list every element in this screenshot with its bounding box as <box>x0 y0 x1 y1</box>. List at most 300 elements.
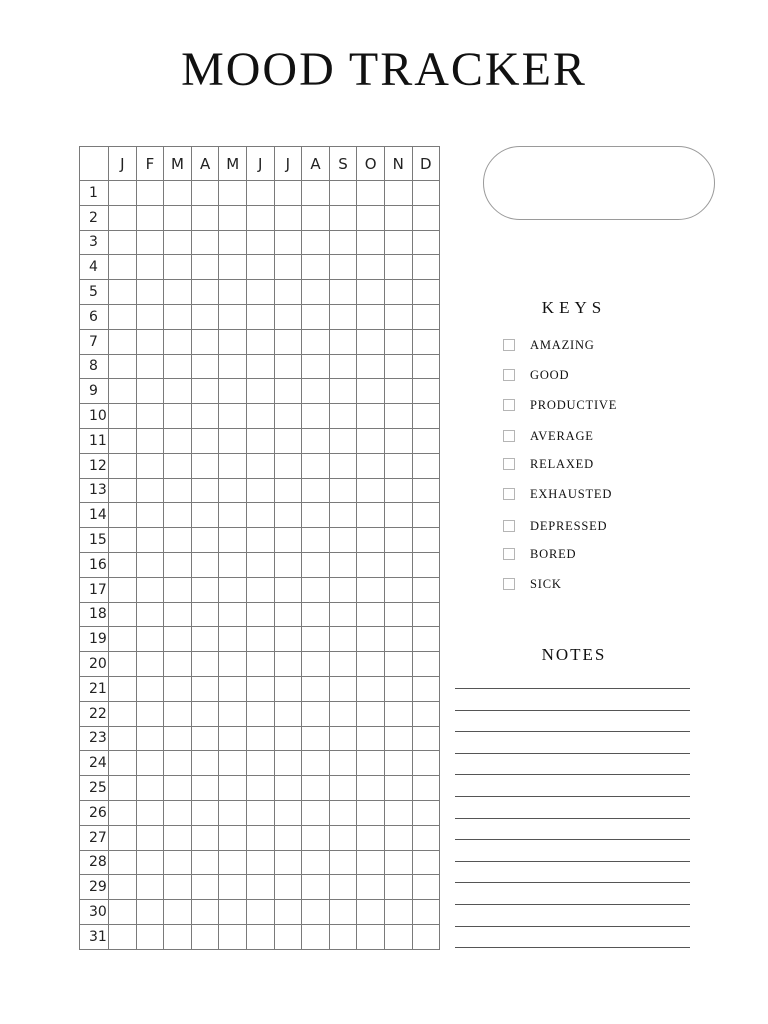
mood-cell[interactable] <box>384 751 412 776</box>
mood-cell[interactable] <box>191 329 219 354</box>
mood-cell[interactable] <box>219 181 247 206</box>
mood-cell[interactable] <box>302 676 330 701</box>
title-input-pill[interactable] <box>483 146 715 220</box>
mood-cell[interactable] <box>246 825 274 850</box>
mood-cell[interactable] <box>219 453 247 478</box>
mood-cell[interactable] <box>109 404 137 429</box>
mood-cell[interactable] <box>136 503 164 528</box>
mood-cell[interactable] <box>329 800 357 825</box>
mood-cell[interactable] <box>412 627 440 652</box>
mood-cell[interactable] <box>136 552 164 577</box>
mood-cell[interactable] <box>109 627 137 652</box>
mood-cell[interactable] <box>302 329 330 354</box>
key-checkbox[interactable] <box>503 488 515 500</box>
mood-cell[interactable] <box>384 924 412 949</box>
mood-cell[interactable] <box>219 478 247 503</box>
mood-cell[interactable] <box>329 181 357 206</box>
mood-cell[interactable] <box>329 404 357 429</box>
mood-cell[interactable] <box>274 329 302 354</box>
mood-cell[interactable] <box>246 255 274 280</box>
mood-cell[interactable] <box>329 453 357 478</box>
mood-cell[interactable] <box>191 205 219 230</box>
mood-cell[interactable] <box>412 652 440 677</box>
key-checkbox[interactable] <box>503 369 515 381</box>
mood-cell[interactable] <box>357 255 385 280</box>
mood-cell[interactable] <box>412 825 440 850</box>
mood-cell[interactable] <box>274 304 302 329</box>
mood-cell[interactable] <box>136 453 164 478</box>
mood-cell[interactable] <box>164 602 192 627</box>
mood-cell[interactable] <box>274 230 302 255</box>
mood-cell[interactable] <box>136 751 164 776</box>
mood-cell[interactable] <box>357 577 385 602</box>
mood-cell[interactable] <box>191 304 219 329</box>
mood-cell[interactable] <box>357 602 385 627</box>
mood-cell[interactable] <box>219 379 247 404</box>
note-line[interactable] <box>455 947 690 948</box>
mood-cell[interactable] <box>246 379 274 404</box>
mood-cell[interactable] <box>329 528 357 553</box>
mood-cell[interactable] <box>274 503 302 528</box>
note-line[interactable] <box>455 688 690 689</box>
mood-cell[interactable] <box>412 404 440 429</box>
mood-cell[interactable] <box>109 552 137 577</box>
mood-cell[interactable] <box>412 552 440 577</box>
mood-cell[interactable] <box>329 924 357 949</box>
note-line[interactable] <box>455 861 690 862</box>
mood-cell[interactable] <box>384 453 412 478</box>
mood-cell[interactable] <box>164 181 192 206</box>
mood-cell[interactable] <box>357 478 385 503</box>
mood-cell[interactable] <box>164 726 192 751</box>
mood-cell[interactable] <box>384 701 412 726</box>
mood-cell[interactable] <box>219 528 247 553</box>
mood-cell[interactable] <box>191 181 219 206</box>
mood-cell[interactable] <box>164 676 192 701</box>
mood-cell[interactable] <box>219 280 247 305</box>
mood-cell[interactable] <box>357 850 385 875</box>
mood-cell[interactable] <box>329 652 357 677</box>
mood-cell[interactable] <box>109 652 137 677</box>
mood-cell[interactable] <box>357 875 385 900</box>
mood-cell[interactable] <box>246 800 274 825</box>
mood-cell[interactable] <box>219 577 247 602</box>
mood-cell[interactable] <box>164 404 192 429</box>
mood-cell[interactable] <box>219 329 247 354</box>
mood-cell[interactable] <box>357 329 385 354</box>
mood-cell[interactable] <box>329 751 357 776</box>
mood-cell[interactable] <box>412 230 440 255</box>
mood-cell[interactable] <box>329 255 357 280</box>
mood-cell[interactable] <box>357 205 385 230</box>
mood-cell[interactable] <box>136 181 164 206</box>
key-checkbox[interactable] <box>503 548 515 560</box>
note-line[interactable] <box>455 710 690 711</box>
mood-cell[interactable] <box>164 850 192 875</box>
mood-cell[interactable] <box>274 404 302 429</box>
mood-cell[interactable] <box>109 280 137 305</box>
mood-cell[interactable] <box>191 652 219 677</box>
mood-cell[interactable] <box>357 181 385 206</box>
mood-cell[interactable] <box>302 205 330 230</box>
mood-cell[interactable] <box>357 627 385 652</box>
mood-cell[interactable] <box>191 453 219 478</box>
mood-cell[interactable] <box>329 428 357 453</box>
mood-cell[interactable] <box>357 552 385 577</box>
mood-cell[interactable] <box>164 800 192 825</box>
mood-cell[interactable] <box>191 825 219 850</box>
mood-cell[interactable] <box>246 528 274 553</box>
mood-cell[interactable] <box>412 676 440 701</box>
mood-cell[interactable] <box>246 205 274 230</box>
mood-cell[interactable] <box>219 404 247 429</box>
mood-cell[interactable] <box>384 428 412 453</box>
mood-cell[interactable] <box>274 280 302 305</box>
mood-cell[interactable] <box>302 726 330 751</box>
mood-cell[interactable] <box>136 726 164 751</box>
mood-cell[interactable] <box>246 850 274 875</box>
mood-cell[interactable] <box>412 924 440 949</box>
mood-cell[interactable] <box>302 627 330 652</box>
mood-cell[interactable] <box>109 825 137 850</box>
mood-cell[interactable] <box>191 875 219 900</box>
mood-cell[interactable] <box>412 577 440 602</box>
mood-cell[interactable] <box>412 379 440 404</box>
mood-cell[interactable] <box>274 478 302 503</box>
mood-cell[interactable] <box>274 354 302 379</box>
mood-cell[interactable] <box>109 354 137 379</box>
mood-cell[interactable] <box>302 379 330 404</box>
note-line[interactable] <box>455 818 690 819</box>
mood-cell[interactable] <box>136 404 164 429</box>
mood-cell[interactable] <box>164 552 192 577</box>
mood-cell[interactable] <box>246 503 274 528</box>
mood-cell[interactable] <box>109 850 137 875</box>
mood-cell[interactable] <box>191 577 219 602</box>
mood-cell[interactable] <box>191 404 219 429</box>
mood-cell[interactable] <box>302 602 330 627</box>
mood-cell[interactable] <box>412 329 440 354</box>
note-line[interactable] <box>455 839 690 840</box>
mood-cell[interactable] <box>109 924 137 949</box>
note-line[interactable] <box>455 731 690 732</box>
mood-cell[interactable] <box>109 379 137 404</box>
mood-cell[interactable] <box>136 800 164 825</box>
mood-cell[interactable] <box>274 577 302 602</box>
mood-cell[interactable] <box>412 478 440 503</box>
mood-cell[interactable] <box>412 255 440 280</box>
mood-cell[interactable] <box>274 205 302 230</box>
mood-cell[interactable] <box>302 751 330 776</box>
mood-cell[interactable] <box>329 825 357 850</box>
mood-cell[interactable] <box>136 627 164 652</box>
mood-cell[interactable] <box>274 602 302 627</box>
mood-cell[interactable] <box>136 528 164 553</box>
mood-cell[interactable] <box>357 428 385 453</box>
mood-cell[interactable] <box>302 528 330 553</box>
mood-cell[interactable] <box>412 602 440 627</box>
mood-cell[interactable] <box>329 503 357 528</box>
mood-cell[interactable] <box>164 329 192 354</box>
mood-cell[interactable] <box>219 850 247 875</box>
mood-cell[interactable] <box>136 280 164 305</box>
mood-cell[interactable] <box>357 751 385 776</box>
mood-cell[interactable] <box>274 825 302 850</box>
mood-cell[interactable] <box>219 428 247 453</box>
note-line[interactable] <box>455 753 690 754</box>
mood-cell[interactable] <box>302 701 330 726</box>
mood-cell[interactable] <box>191 627 219 652</box>
mood-cell[interactable] <box>246 900 274 925</box>
mood-cell[interactable] <box>246 354 274 379</box>
mood-cell[interactable] <box>191 503 219 528</box>
mood-cell[interactable] <box>274 255 302 280</box>
mood-cell[interactable] <box>274 900 302 925</box>
mood-cell[interactable] <box>412 428 440 453</box>
mood-cell[interactable] <box>246 552 274 577</box>
mood-cell[interactable] <box>274 453 302 478</box>
mood-cell[interactable] <box>219 503 247 528</box>
mood-cell[interactable] <box>302 825 330 850</box>
mood-cell[interactable] <box>246 924 274 949</box>
mood-cell[interactable] <box>191 379 219 404</box>
mood-cell[interactable] <box>136 924 164 949</box>
mood-cell[interactable] <box>246 776 274 801</box>
mood-cell[interactable] <box>412 205 440 230</box>
mood-cell[interactable] <box>219 602 247 627</box>
mood-cell[interactable] <box>384 900 412 925</box>
mood-cell[interactable] <box>412 280 440 305</box>
mood-cell[interactable] <box>329 379 357 404</box>
mood-cell[interactable] <box>412 726 440 751</box>
mood-cell[interactable] <box>109 230 137 255</box>
mood-cell[interactable] <box>274 924 302 949</box>
mood-cell[interactable] <box>136 354 164 379</box>
mood-cell[interactable] <box>109 453 137 478</box>
mood-cell[interactable] <box>109 751 137 776</box>
mood-cell[interactable] <box>302 776 330 801</box>
mood-cell[interactable] <box>274 379 302 404</box>
mood-cell[interactable] <box>109 329 137 354</box>
mood-cell[interactable] <box>246 230 274 255</box>
mood-cell[interactable] <box>164 379 192 404</box>
mood-cell[interactable] <box>219 800 247 825</box>
mood-cell[interactable] <box>219 900 247 925</box>
mood-cell[interactable] <box>191 478 219 503</box>
mood-cell[interactable] <box>109 726 137 751</box>
mood-cell[interactable] <box>384 552 412 577</box>
mood-cell[interactable] <box>109 577 137 602</box>
mood-cell[interactable] <box>357 379 385 404</box>
mood-cell[interactable] <box>302 652 330 677</box>
mood-cell[interactable] <box>357 825 385 850</box>
mood-cell[interactable] <box>302 900 330 925</box>
note-line[interactable] <box>455 904 690 905</box>
mood-cell[interactable] <box>357 404 385 429</box>
mood-cell[interactable] <box>164 900 192 925</box>
mood-cell[interactable] <box>246 875 274 900</box>
mood-cell[interactable] <box>384 205 412 230</box>
mood-cell[interactable] <box>191 726 219 751</box>
mood-cell[interactable] <box>164 577 192 602</box>
mood-cell[interactable] <box>164 453 192 478</box>
mood-cell[interactable] <box>164 701 192 726</box>
mood-cell[interactable] <box>109 181 137 206</box>
mood-cell[interactable] <box>357 528 385 553</box>
mood-cell[interactable] <box>329 602 357 627</box>
mood-cell[interactable] <box>219 776 247 801</box>
mood-cell[interactable] <box>191 528 219 553</box>
mood-cell[interactable] <box>164 230 192 255</box>
mood-cell[interactable] <box>329 900 357 925</box>
mood-cell[interactable] <box>191 602 219 627</box>
key-checkbox[interactable] <box>503 520 515 532</box>
mood-cell[interactable] <box>191 850 219 875</box>
mood-cell[interactable] <box>136 850 164 875</box>
mood-cell[interactable] <box>246 329 274 354</box>
mood-cell[interactable] <box>136 676 164 701</box>
mood-cell[interactable] <box>302 850 330 875</box>
mood-cell[interactable] <box>246 652 274 677</box>
key-checkbox[interactable] <box>503 430 515 442</box>
mood-cell[interactable] <box>302 552 330 577</box>
mood-cell[interactable] <box>384 329 412 354</box>
mood-cell[interactable] <box>164 304 192 329</box>
mood-cell[interactable] <box>412 181 440 206</box>
mood-cell[interactable] <box>164 528 192 553</box>
mood-cell[interactable] <box>329 354 357 379</box>
mood-cell[interactable] <box>357 701 385 726</box>
mood-cell[interactable] <box>109 304 137 329</box>
mood-cell[interactable] <box>109 602 137 627</box>
mood-cell[interactable] <box>274 800 302 825</box>
mood-cell[interactable] <box>219 627 247 652</box>
mood-cell[interactable] <box>274 552 302 577</box>
mood-cell[interactable] <box>357 676 385 701</box>
mood-cell[interactable] <box>302 255 330 280</box>
mood-cell[interactable] <box>219 924 247 949</box>
key-checkbox[interactable] <box>503 578 515 590</box>
mood-cell[interactable] <box>136 602 164 627</box>
mood-cell[interactable] <box>246 453 274 478</box>
mood-cell[interactable] <box>384 602 412 627</box>
mood-cell[interactable] <box>329 627 357 652</box>
mood-cell[interactable] <box>329 776 357 801</box>
mood-cell[interactable] <box>164 280 192 305</box>
mood-cell[interactable] <box>164 924 192 949</box>
mood-cell[interactable] <box>302 503 330 528</box>
mood-cell[interactable] <box>191 354 219 379</box>
key-checkbox[interactable] <box>503 399 515 411</box>
mood-cell[interactable] <box>274 726 302 751</box>
mood-cell[interactable] <box>246 304 274 329</box>
mood-cell[interactable] <box>191 900 219 925</box>
mood-cell[interactable] <box>274 875 302 900</box>
mood-cell[interactable] <box>274 181 302 206</box>
mood-cell[interactable] <box>329 552 357 577</box>
mood-cell[interactable] <box>329 577 357 602</box>
mood-cell[interactable] <box>219 230 247 255</box>
mood-cell[interactable] <box>329 280 357 305</box>
mood-cell[interactable] <box>246 676 274 701</box>
mood-cell[interactable] <box>384 230 412 255</box>
mood-cell[interactable] <box>219 726 247 751</box>
mood-cell[interactable] <box>164 354 192 379</box>
mood-cell[interactable] <box>357 900 385 925</box>
mood-cell[interactable] <box>302 478 330 503</box>
mood-cell[interactable] <box>357 453 385 478</box>
key-checkbox[interactable] <box>503 339 515 351</box>
mood-cell[interactable] <box>412 751 440 776</box>
mood-cell[interactable] <box>274 652 302 677</box>
mood-cell[interactable] <box>412 503 440 528</box>
mood-cell[interactable] <box>219 751 247 776</box>
mood-cell[interactable] <box>109 503 137 528</box>
mood-cell[interactable] <box>357 726 385 751</box>
mood-cell[interactable] <box>357 230 385 255</box>
mood-cell[interactable] <box>164 627 192 652</box>
mood-cell[interactable] <box>384 280 412 305</box>
mood-cell[interactable] <box>136 478 164 503</box>
mood-cell[interactable] <box>191 255 219 280</box>
mood-cell[interactable] <box>384 652 412 677</box>
mood-cell[interactable] <box>246 478 274 503</box>
mood-cell[interactable] <box>136 776 164 801</box>
mood-cell[interactable] <box>384 478 412 503</box>
mood-cell[interactable] <box>136 875 164 900</box>
mood-cell[interactable] <box>136 304 164 329</box>
mood-cell[interactable] <box>274 676 302 701</box>
mood-cell[interactable] <box>302 800 330 825</box>
mood-cell[interactable] <box>109 478 137 503</box>
mood-cell[interactable] <box>412 850 440 875</box>
mood-cell[interactable] <box>136 652 164 677</box>
mood-cell[interactable] <box>274 751 302 776</box>
mood-cell[interactable] <box>219 205 247 230</box>
mood-cell[interactable] <box>329 701 357 726</box>
mood-cell[interactable] <box>384 776 412 801</box>
mood-cell[interactable] <box>412 900 440 925</box>
mood-cell[interactable] <box>164 255 192 280</box>
mood-cell[interactable] <box>384 875 412 900</box>
mood-cell[interactable] <box>384 379 412 404</box>
mood-cell[interactable] <box>109 701 137 726</box>
mood-cell[interactable] <box>246 280 274 305</box>
mood-cell[interactable] <box>164 776 192 801</box>
mood-cell[interactable] <box>384 354 412 379</box>
mood-cell[interactable] <box>136 428 164 453</box>
mood-cell[interactable] <box>164 751 192 776</box>
mood-cell[interactable] <box>246 701 274 726</box>
mood-cell[interactable] <box>302 230 330 255</box>
mood-cell[interactable] <box>274 528 302 553</box>
mood-cell[interactable] <box>274 850 302 875</box>
mood-cell[interactable] <box>302 354 330 379</box>
mood-cell[interactable] <box>357 776 385 801</box>
mood-cell[interactable] <box>302 404 330 429</box>
mood-cell[interactable] <box>136 825 164 850</box>
mood-cell[interactable] <box>302 924 330 949</box>
mood-cell[interactable] <box>219 701 247 726</box>
mood-cell[interactable] <box>191 751 219 776</box>
mood-cell[interactable] <box>302 875 330 900</box>
mood-cell[interactable] <box>412 800 440 825</box>
mood-cell[interactable] <box>384 800 412 825</box>
mood-cell[interactable] <box>329 230 357 255</box>
mood-cell[interactable] <box>329 875 357 900</box>
mood-cell[interactable] <box>219 255 247 280</box>
mood-cell[interactable] <box>412 701 440 726</box>
